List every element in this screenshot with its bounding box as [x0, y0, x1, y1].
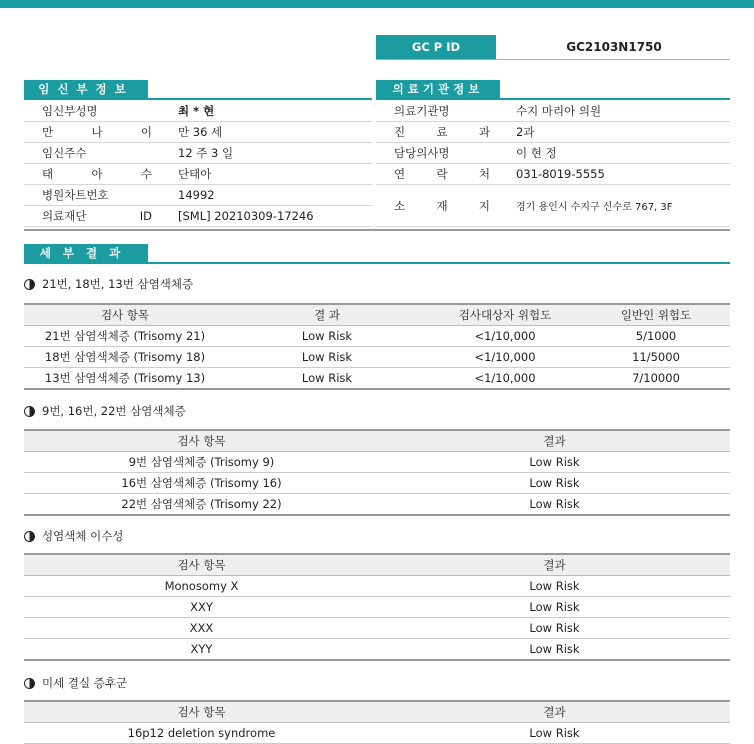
- details-section-title: 세부결과: [39, 246, 133, 260]
- info-row: 만 나 이 만 36 세: [24, 122, 372, 143]
- info-row: 연 락 처 031-8019-5555: [376, 164, 730, 185]
- details-section-header: [24, 244, 730, 264]
- table-row: 21번 삼염색체증 (Trisomy 21) Low Risk <1/10,000 5/1000: [24, 326, 730, 347]
- institution-section-title: 의료기관정보: [392, 82, 484, 96]
- table-row: XXX Low Risk: [24, 618, 730, 639]
- section3-table: 검사 항목 결과 Monosomy X Low Risk XXY Low Risk XXX Low Risk XYY Low Risk: [24, 553, 730, 661]
- table-row: XYY Low Risk: [24, 639, 730, 661]
- info-row: 담당의사명 이 현 정: [376, 143, 730, 164]
- section2-heading: 9번, 16번, 22번 삼염색체증: [24, 403, 186, 419]
- info-row: 의료재단 ID [SML] 20210309-17246: [24, 206, 372, 227]
- half-circle-icon: [24, 678, 35, 689]
- info-bottom-divider: [24, 229, 730, 231]
- info-row: 소 재 지 경기 용인시 수지구 신수로 767, 3F: [376, 185, 730, 227]
- half-circle-icon: [24, 531, 35, 542]
- info-row: 진 료 과 2과: [376, 122, 730, 143]
- table-row: 16번 삼염색체증 (Trisomy 16) Low Risk: [24, 473, 730, 494]
- section2-table: 검사 항목 결과 9번 삼염색체증 (Trisomy 9) Low Risk 16번 삼염색체증 (Trisomy 16) Low Risk 22번 삼염색체증 (Trisomy 22) Low Risk: [24, 429, 730, 516]
- table-row: 18번 삼염색체증 (Trisomy 18) Low Risk <1/10,000 11/5000: [24, 347, 730, 368]
- table-row: 16p12 deletion syndrome Low Risk: [24, 723, 730, 744]
- institution-section-header: [376, 80, 730, 100]
- info-row: 임신부성명 최 * 현: [24, 101, 372, 122]
- table-row: Monosomy X Low Risk: [24, 576, 730, 597]
- section1-heading: 21번, 18번, 13번 삼염색체증: [24, 276, 193, 292]
- section1-table: 검사 항목 결 과 검사대상자 위험도 일반인 위험도 21번 삼염색체증 (Trisomy 21) Low Risk <1/10,000 5/1000 18번 삼염색체증 (Trisomy 18) Low Risk <1/10,000 11/5000 13번 삼염색체증 (Trisomy 13) Low Risk <1/10,000 7/10000: [24, 303, 730, 390]
- half-circle-icon: [24, 406, 35, 417]
- table-row: 9번 삼염색체증 (Trisomy 9) Low Risk: [24, 452, 730, 473]
- gcp-id-box: [376, 35, 730, 60]
- section4-heading: 미세 결실 증후군: [24, 675, 127, 691]
- gcp-id-value: GC2103N1750: [566, 40, 662, 54]
- institution-info-table: [376, 101, 730, 227]
- info-row: 임신주수 12 주 3 일: [24, 143, 372, 164]
- gcp-id-label: GC P ID: [376, 35, 496, 59]
- info-row: 병원차트번호 14992: [24, 185, 372, 206]
- info-row: 의료기관명 수지 마리아 의원: [376, 101, 730, 122]
- table-row: XXY Low Risk: [24, 597, 730, 618]
- table-row: 22번 삼염색체증 (Trisomy 22) Low Risk: [24, 494, 730, 516]
- section4-table: 검사 항목 결과 16p12 deletion syndrome Low Risk: [24, 700, 730, 744]
- half-circle-icon: [24, 279, 35, 290]
- patient-info-table: [24, 101, 372, 227]
- table-row: 13번 삼염색체증 (Trisomy 13) Low Risk <1/10,000 7/10000: [24, 368, 730, 390]
- patient-section-header: [24, 80, 372, 100]
- top-accent-bar: [0, 0, 754, 8]
- patient-section-title: 임신부정보: [38, 82, 134, 96]
- section3-heading: 성염색체 이수성: [24, 528, 123, 544]
- info-row: 태 아 수 단태아: [24, 164, 372, 185]
